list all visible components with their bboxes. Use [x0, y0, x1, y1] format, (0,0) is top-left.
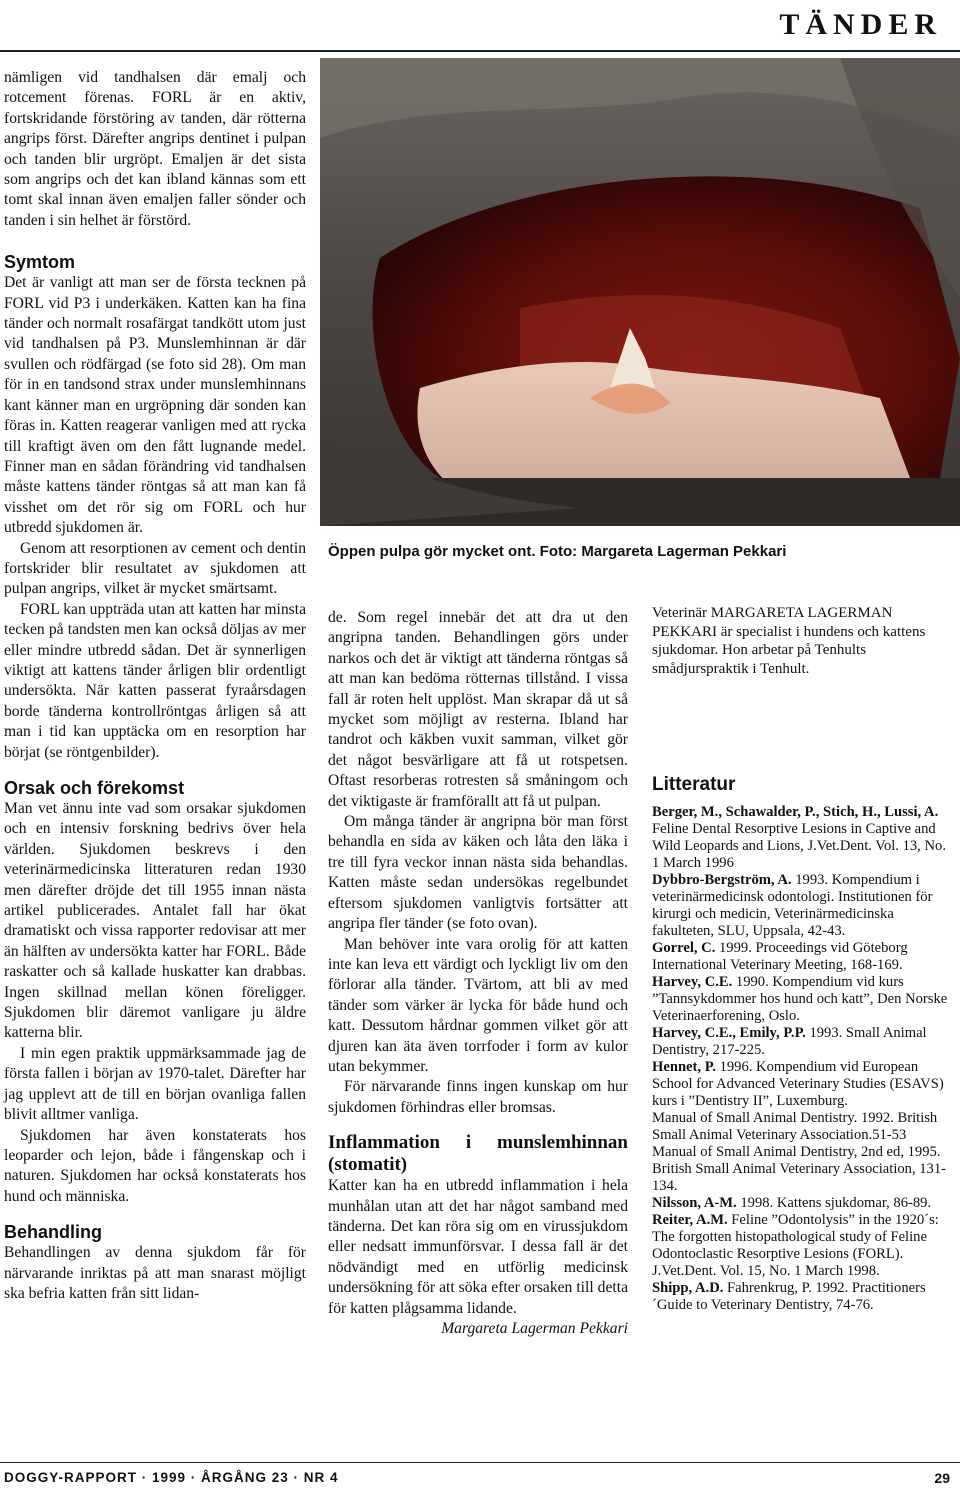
- reference-item: [652, 1144, 954, 1195]
- reference-author: Harvey, C.E., Emily, P.P.: [652, 1025, 806, 1041]
- reference-text: 1990. Kompendium vid kurs ”Tannsykdommer hos hund och katt”, Den Norske Veterinaerforening, Oslo.: [652, 974, 948, 1024]
- photo-cat-mouth: [320, 58, 960, 526]
- paragraph: Man vet ännu inte vad som orsakar sjukdomen och en intensiv forskning bedrivs över hela världen. Sjukdomen beskrevs i den veterinärmedicinska litteraturen redan 1930 men därefter dröjde det till 1955 innan nästa artikel publicerades. Antalet fall har ökat dramatiskt och vissa rapporter redovisar att mer än hälften av undersökta katter har FORL. Både raskatter och så kallade huskatter kan drabbas. Ingen skillnad mellan könen föreligger. Sjukdomen blir däremot vanligare ju äldre katterna blir.: [4, 800, 306, 1042]
- heading-symtom: Symtom: [4, 252, 76, 273]
- paragraph: Man behöver inte vara orolig för att katten inte kan leva ett värdigt och lyckligt liv om den förlorar alla tänder. Tvärtom, att bli av med tänder som värker är lycka för både hund och katt. Dessutom hårdnar gommen vilket gör att djuren kan äta även torrfoder i form av kulor utan bekymmer.: [328, 935, 628, 1075]
- reference-text: 1999. Proceedings vid Göteborg International Veterinary Meeting, 168-169.: [652, 940, 908, 973]
- paragraph: För närvarande finns ingen kunskap om hur sjukdomen förhindras eller bromsas.: [328, 1078, 628, 1116]
- reference-item: [652, 940, 954, 974]
- heading-orsak: Orsak och förekomst: [4, 778, 185, 798]
- reference-item: [652, 1110, 954, 1144]
- reference-author: Hennet, P.: [652, 1059, 716, 1075]
- paragraph: Genom att resorptionen av cement och dentin fortskrider blir resultatet av sjukdomen att pulpan angrips, vilket är mycket smärtsamt.: [4, 539, 306, 598]
- literature-heading: Litteratur: [652, 774, 736, 795]
- reference-text: Manual of Small Animal Dentistry, 2nd ed, 1995. British Small Animal Veterinary Association, 131-134.: [652, 1144, 947, 1194]
- reference-author: Nilsson, A-M.: [652, 1195, 737, 1211]
- paragraph: I min egen praktik uppmärksammade jag de första fallen i början av 1970-talet. Därefter har jag upplevt att de till en början ovanliga fallen blivit alltmer vanliga.: [4, 1044, 306, 1124]
- reference-author: Shipp, A.D.: [652, 1280, 724, 1296]
- literature-section: [652, 774, 954, 1314]
- paragraph: Sjukdomen har även konstaterats hos leoparder och lejon, både i fångenskap och i naturen. Sjukdomen har också konstaterats hos hund och människa.: [4, 1126, 306, 1205]
- paragraph: Om många tänder är angripna bör man först behandla en sida av käken och låta den läka i tre till fyra veckor innan nästa sida behandlas. Katten måste sedan undersökas regelbundet eftersom sjukdomen vanligtvis fortsätter att angripa fler tänder (se foto ovan).: [328, 813, 628, 933]
- article-column-1: [4, 68, 306, 1304]
- author-signature: Margareta Lagerman Pekkari: [441, 1320, 628, 1337]
- reference-item: [652, 1025, 954, 1059]
- paragraph: de. Som regel innebär det att dra ut den angripna tanden. Behandlingen görs under narkos och det är viktigt att tänderna röntgas så att man kan bedöma rötternas tillstånd. I vissa fall är roten helt upplöst. Man skrapar då ut så mycket som möjligt av resterna. Ibland har tandrot och käkben vuxit samman, vilket gör det något besvärligare att få ut rotspetsen. Oftast resorberas rotresten så småningom och det viktigaste är framförallt att få ut pulpan.: [328, 609, 628, 810]
- reference-item: [652, 804, 954, 872]
- reference-text: 1996. Kompendium vid European School for Advanced Veterinary Studies (ESAVS) kurs i ”Dentistry II”, Luxemburg.: [652, 1059, 944, 1109]
- reference-text: Fahrenkrug, P. 1992. Practitioners´Guide to Veterinary Dentistry, 74-76.: [652, 1280, 926, 1313]
- author-bio: Veterinär MARGARETA LAGERMAN PEKKARI är specialist i hundens och kattens sjukdomar. Hon arbetar på Tenhults smådjurspraktik i Tenhult.: [652, 605, 926, 677]
- reference-text: 1993. Kompendium i veterinärmedicinsk odontologi. Institutionen för kirurgi och medicin, Veterinärmedicinska fakulteten, SLU, Uppsala, 42-43.: [652, 872, 933, 939]
- reference-text: 1993. Small Animal Dentistry, 217-225.: [652, 1025, 927, 1058]
- page-header-title: TÄNDER: [779, 8, 942, 41]
- reference-author: Dybbro-Bergström, A.: [652, 872, 792, 888]
- reference-text: 1998. Kattens sjukdomar, 86-89.: [736, 1195, 932, 1211]
- paragraph: Det är vanligt att man ser de första tecknen på FORL vid P3 i underkäken. Katten kan ha fina tänder och normalt rosafärgat tandkött utom just vid tandhalsen på P3. Munslemhinnan är där svullen och rödfärgad (se foto sid 28). Om man för in en tandsond strax under munslemhinnans kant känner man en urgröpning där sonden kan föras in. Katten reagerar vanligen med att rycka till kraftigt även om den fått lugnande medel. Finner man en sådan förändring vid tandhalsen måste kattens tänder röntgas så att man kan få visshet om det rör sig om FORL och hur utbredd sjukdomen är.: [4, 274, 306, 537]
- reference-item: [652, 1059, 954, 1110]
- heading-inflammation: Inflammation i munslemhinnan (stomatit): [328, 1132, 628, 1176]
- paragraph: Katter kan ha en utbredd inflammation i hela munhålan utan att det har något samband med tänderna. Det kan röra sig om en virussjukdom eller nedsatt immunförsvar. I dessa fall är det nödvändigt med en utförlig medicinsk undersökning för att söka efter orsaken till detta för katten plågsamma lidande.: [328, 1177, 628, 1317]
- reference-author: Gorrel, C.: [652, 940, 716, 956]
- reference-text: Feline ”Odontolysis” in the 1920´s: The forgotten histopathological study of Feline Odontoclastic Resorptive Lesions (FORL). J.Vet.Dent. Vol. 15, No. 1 March 1998.: [652, 1212, 939, 1279]
- paragraph: Behandlingen av denna sjukdom får för närvarande inriktas på att man snarast möjligt ska befria katten från sitt lidan-: [4, 1244, 306, 1302]
- reference-author: Reiter, A.M.: [652, 1212, 728, 1228]
- paragraph: FORL kan uppträda utan att katten har minsta tecken på tandsten men kan också döljas av mer eller mindre utbredd sådan. Det är synnerligen viktigt att kattens tänder årligen blir ordentligt undersökta. När katten passerat fyraårsdagen borde tänderna kontrollröntgas årligen så att man i tid kan upptäcka om en resorption har börjat (se röntgenbilder).: [4, 600, 306, 761]
- reference-author: Berger, M., Schawalder, P., Stich, H., Lussi, A.: [652, 804, 939, 820]
- photo-caption: Öppen pulpa gör mycket ont. Foto: Margareta Lagerman Pekkari: [328, 543, 787, 560]
- page-number: 29: [934, 1470, 950, 1486]
- header-rule: [0, 50, 960, 52]
- footer-publication: DOGGY-RAPPORT · 1999 · ÅRGÅNG 23 · NR 4: [4, 1470, 339, 1485]
- reference-item: [652, 1195, 954, 1212]
- reference-item: [652, 1280, 954, 1314]
- reference-item: [652, 1212, 954, 1280]
- reference-item: [652, 974, 954, 1025]
- heading-behandling: Behandling: [4, 1222, 102, 1243]
- reference-author: Harvey, C.E.: [652, 974, 733, 990]
- paragraph: nämligen vid tandhalsen där emalj och rotcement förenas. FORL är en aktiv, fortskridande förstöring av tanden, där rötterna angrips först. Därefter angrips dentinet i pulpan och tanden blir urgröpt. Emaljen är det sista som angrips och det kan ibland kännas som ett tomt skal innan även emaljen faller sönder och tanden i sin helhet är förstörd.: [4, 69, 306, 229]
- reference-text: Manual of Small Animal Dentistry. 1992. British Small Animal Veterinary Association.51-53: [652, 1110, 938, 1143]
- footer-rule: [0, 1462, 960, 1463]
- reference-text: Feline Dental Resorptive Lesions in Captive and Wild Leopards and Lions, J.Vet.Dent. Vol. 13, No. 1 March 1996: [652, 821, 946, 871]
- article-column-2: [328, 608, 628, 1339]
- article-column-3: [652, 604, 954, 1314]
- reference-list: [652, 804, 954, 1314]
- reference-item: [652, 872, 954, 940]
